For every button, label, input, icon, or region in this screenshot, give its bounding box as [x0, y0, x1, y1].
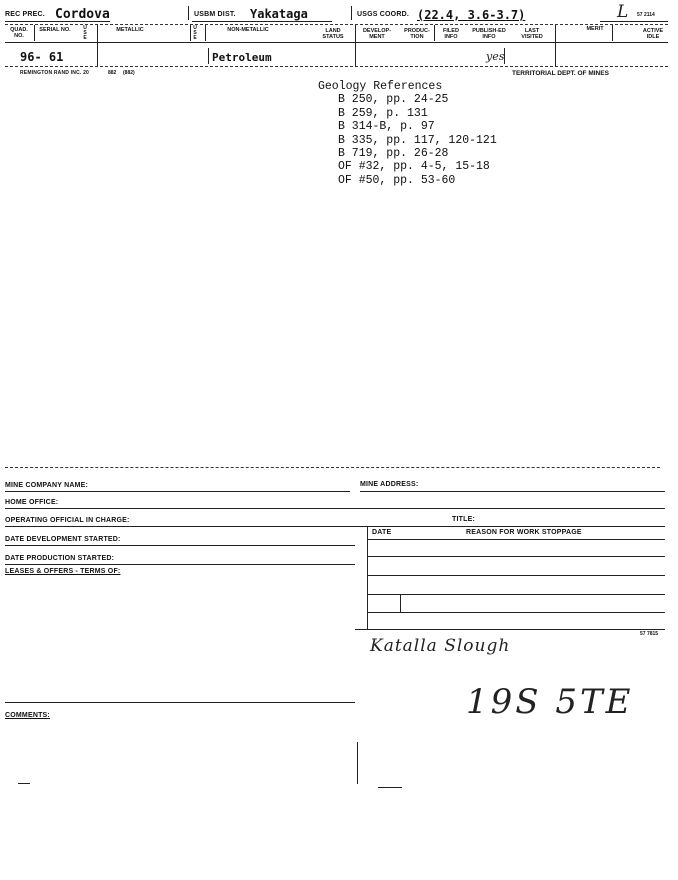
published-value: yes — [486, 50, 505, 63]
handwritten-code: 19S 5TE — [466, 682, 634, 722]
col-use-2: USE — [193, 25, 197, 41]
non-metallic-value: Petroleum — [212, 51, 272, 64]
dept-label: TERRITORIAL DEPT. OF MINES — [512, 70, 609, 77]
col-published-info: PUBLISH-ED INFO — [472, 28, 506, 40]
printer-mark: REMINGTON RAND INC. 20 — [20, 70, 90, 76]
usgs-coord-value: (22.4, 3.6-3.7) — [417, 8, 526, 22]
geology-ref-5: B 719, pp. 26-28 — [338, 147, 449, 161]
col-development: DEVELOP-MENT — [362, 28, 392, 40]
letter-value: L — [617, 2, 629, 22]
usbm-dist-value: Yakataga — [250, 7, 308, 21]
col-use-1: USE — [83, 25, 87, 41]
quad-serial-value: 96- 61 — [20, 50, 64, 64]
geology-references — [318, 80, 497, 187]
geology-ref-4: B 335, pp. 117, 120-121 — [338, 133, 497, 147]
usgs-coord-label: USGS COORD. — [357, 11, 409, 18]
col-serial-no: SERIAL NO. — [39, 27, 71, 33]
form-number-2: 57 7815 — [640, 631, 659, 637]
col-metallic: METALLIC — [116, 27, 144, 33]
operating-official-label: OPERATING OFFICIAL IN CHARGE: — [5, 517, 130, 524]
date-column-label: DATE — [372, 529, 392, 536]
mine-address-label: MINE ADDRESS: — [360, 481, 419, 488]
geology-ref-1: B 250, pp. 24-25 — [338, 93, 449, 107]
handwritten-location: Katalla Slough — [370, 636, 511, 656]
geology-title: Geology References — [318, 80, 443, 93]
printer-code-2: (882) — [123, 70, 135, 76]
col-active-idle: ACTIVE IDLE — [642, 28, 664, 40]
rec-prec-label: REC PREC. — [5, 11, 45, 18]
usbm-dist-label: USBM DIST. — [194, 11, 236, 18]
leases-label: LEASES & OFFERS - TERMS OF: — [5, 568, 121, 575]
mine-company-name-label: MINE COMPANY NAME: — [5, 482, 89, 489]
col-filed-info: FILED INFO — [443, 28, 459, 40]
geology-ref-6: OF #32, pp. 4-5, 15-18 — [338, 160, 490, 174]
form-number: 57 2114 — [637, 12, 655, 18]
comments-label: COMMENTS: — [5, 712, 50, 719]
col-merit: MERIT — [586, 26, 604, 32]
date-development-label: DATE DEVELOPMENT STARTED: — [5, 536, 121, 543]
date-production-label: DATE PRODUCTION STARTED: — [5, 555, 115, 562]
col-quad-no: QUAD. NO. — [10, 27, 28, 39]
col-production: PRODUC-TION — [404, 28, 430, 40]
col-last-visited: LAST VISITED — [521, 28, 543, 40]
col-non-metallic: NON-METALLIC — [227, 27, 269, 33]
rec-prec-value: Cordova — [55, 7, 110, 22]
printer-code-1: 882 — [108, 70, 117, 76]
title-label: TITLE: — [452, 516, 475, 523]
geology-ref-3: B 314-B, p. 97 — [338, 120, 435, 134]
geology-ref-7: OF #50, pp. 53-60 — [338, 173, 456, 187]
reason-column-label: REASON FOR WORK STOPPAGE — [466, 529, 582, 536]
geology-ref-2: B 259, p. 131 — [338, 106, 428, 120]
col-land-status: LAND STATUS — [322, 28, 344, 40]
home-office-label: HOME OFFICE: — [5, 499, 59, 506]
